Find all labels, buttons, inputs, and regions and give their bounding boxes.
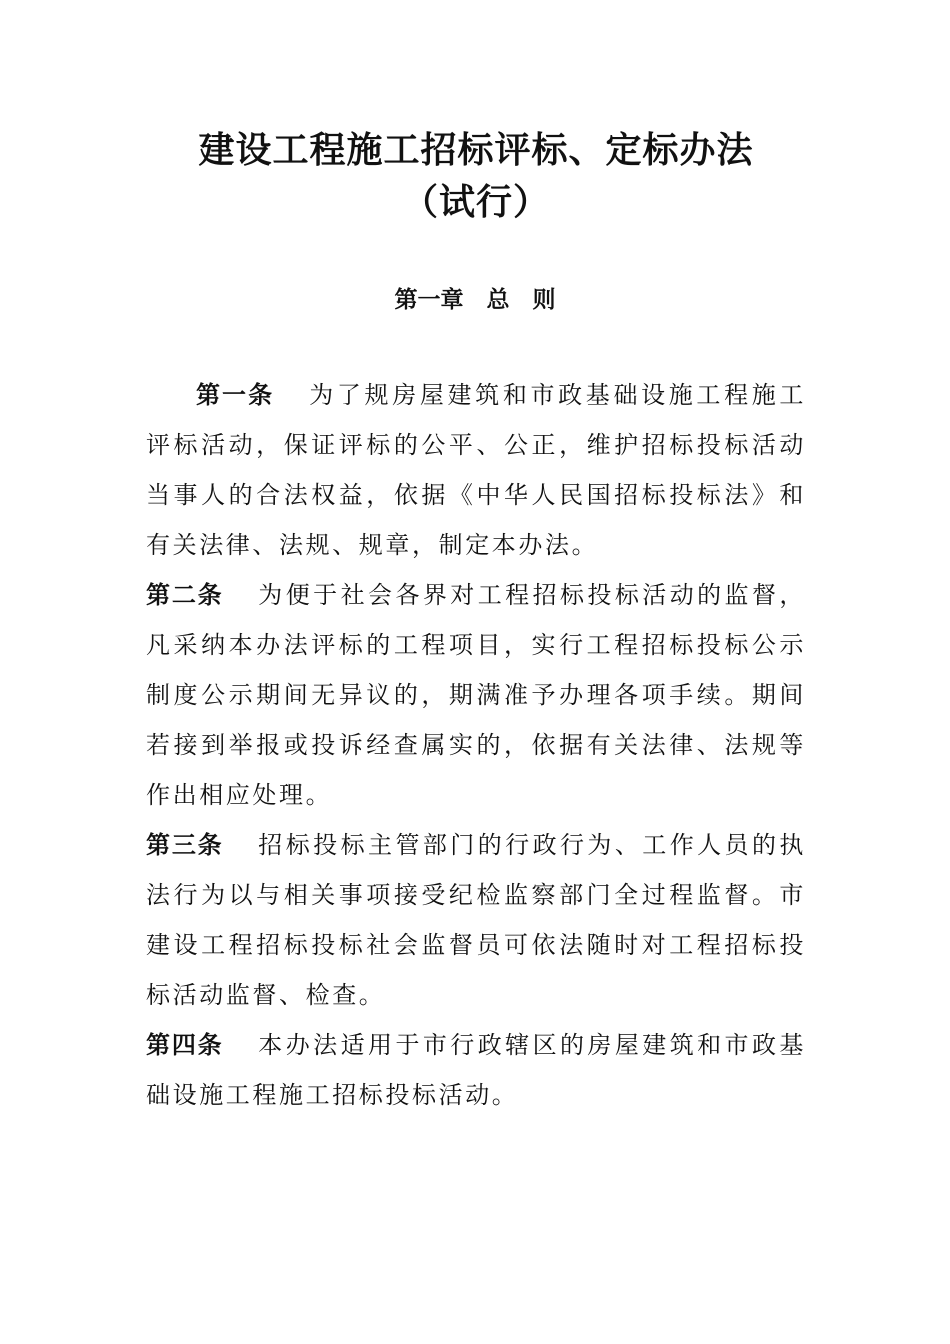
- chapter-heading: 第一章 总 则: [394, 286, 556, 313]
- article-1-number: 第一条: [196, 380, 275, 409]
- article-4: [146, 1020, 806, 1120]
- article-3: [146, 820, 806, 1020]
- article-1-text: 为了规房屋建筑和市政基础设施工程施工评标活动，保证评标的公平、公正，维护招标投标活动当事人的合法权益，依据《中华人民国招标投标法》和有关法律、法规、规章，制定本办法。: [146, 381, 806, 559]
- article-3-text: 招标投标主管部门的行政行为、工作人员的执法行为以与相关事项接受纪检监察部门全过程监督。市建设工程招标投标社会监督员可依法随时对工程招标投标活动监督、检查。: [146, 831, 807, 1009]
- article-list: [146, 370, 806, 1120]
- article-2-number: 第二条: [146, 580, 224, 609]
- article-3-number: 第三条: [146, 830, 224, 859]
- article-4-text: 本办法适用于市行政辖区的房屋建筑和市政基础设施工程施工招标投标活动。: [146, 1031, 807, 1109]
- article-4-number: 第四条: [146, 1030, 224, 1059]
- article-2-text: 为便于社会各界对工程招标投标活动的监督，凡采纳本办法评标的工程项目，实行工程招标投标公示制度公示期间无异议的，期满准予办理各项手续。期间若接到举报或投诉经查属实的，依据有关法律、法规等作出相应处理。: [146, 581, 807, 809]
- article-1: [146, 370, 806, 570]
- document-title: 建设工程施工招标评标、定标办法（试行）: [198, 129, 754, 223]
- article-2: [146, 570, 806, 820]
